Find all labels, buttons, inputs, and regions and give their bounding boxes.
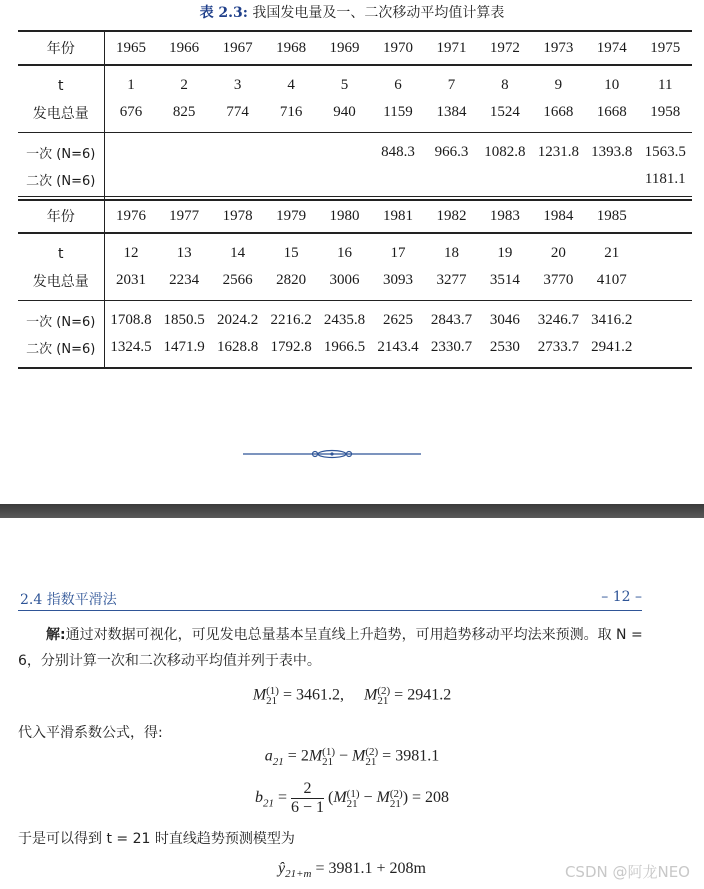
table-cell	[264, 133, 317, 167]
table-cell	[639, 334, 692, 368]
table-cell: 1985	[585, 198, 638, 233]
table-cell: 2330.7	[425, 334, 478, 368]
table-cell: 13	[176, 245, 192, 261]
table-row	[18, 65, 692, 99]
table-cell: 1231.8	[532, 133, 585, 167]
table-cell	[425, 166, 478, 200]
table-cell: 1393.8	[585, 133, 638, 167]
table-cell	[585, 166, 638, 200]
table-cell: 1982	[425, 198, 478, 233]
caption-text: 我国发电量及一、二次移动平均值计算表	[252, 5, 505, 21]
eq2-value: 3981.1	[395, 747, 440, 765]
table-cell	[104, 166, 157, 200]
paragraph-substitute: 代入平滑系数公式，得:	[18, 725, 163, 741]
table-cell: 18	[443, 245, 459, 261]
table-1-body	[18, 31, 692, 200]
table-cell: 1850.5	[157, 301, 210, 335]
table-cell: 676	[119, 104, 143, 120]
page-separator	[0, 504, 704, 518]
table-cell: 21	[604, 245, 620, 261]
table-cell: 10	[604, 77, 620, 93]
table-cell: 3770	[543, 272, 574, 288]
table-row	[18, 267, 692, 301]
table-cell: 2530	[478, 334, 531, 368]
table-cell: 14	[230, 245, 246, 261]
table-cell: 2024.2	[211, 301, 264, 335]
equation-b21: $b_{21}$ = $\frac{2}{6 - 1}$ (M (1) 21 − M (2) 21 ) = 208	[254, 780, 450, 816]
table-cell	[211, 166, 264, 200]
table-cell: 3006	[329, 272, 360, 288]
table-cell: 2566	[222, 272, 253, 288]
table-cell: 12	[123, 245, 139, 261]
section-title: 2.4 指数平滑法	[20, 592, 117, 608]
table-cell: 2031	[115, 272, 146, 288]
table-cell: 1980	[318, 198, 371, 233]
table-cell	[478, 166, 531, 200]
row-label: t	[18, 65, 104, 99]
eq3-value: 208	[425, 789, 450, 807]
table-cell: 1708.8	[104, 301, 157, 335]
table-cell: 1628.8	[211, 334, 264, 368]
table-cell	[532, 166, 585, 200]
table-cell: 1978	[211, 198, 264, 233]
table-cell: 3046	[478, 301, 531, 335]
section-header	[18, 588, 642, 611]
table-cell: 3514	[489, 272, 520, 288]
table-cell	[211, 133, 264, 167]
data-table-2	[18, 196, 692, 369]
table-cell: 1979	[264, 198, 317, 233]
table-row	[18, 166, 692, 200]
table-cell: 1524	[489, 104, 520, 120]
table-cell: 1792.8	[264, 334, 317, 368]
table-cell: 1958	[650, 104, 681, 120]
table-cell: 1975	[639, 31, 692, 65]
table-cell: 774	[226, 104, 249, 120]
table-cell: 2843.7	[425, 301, 478, 335]
table-cell	[639, 267, 692, 301]
equation-m21: M (1) 21 = 3461.2, M (2) 21 = 2941.2	[252, 685, 452, 707]
table-cell: 1970	[371, 31, 424, 65]
table-cell	[371, 166, 424, 200]
row-label: 发电总量	[18, 99, 104, 133]
table-cell: 1981	[371, 198, 424, 233]
table-cell: 2625	[371, 301, 424, 335]
table-cell: 1	[127, 77, 135, 93]
table-cell: 2941.2	[585, 334, 638, 368]
eq4-rhs: 3981.1 + 208m	[328, 860, 426, 877]
table-caption	[0, 2, 704, 22]
table-row	[18, 233, 692, 267]
table-cell	[639, 198, 692, 233]
caption-prefix: 表 2.3:	[199, 5, 248, 21]
table-cell: 1968	[264, 31, 317, 65]
table-cell: 1563.5	[639, 133, 692, 167]
table-cell: 1668	[596, 104, 627, 120]
table-cell: 1966.5	[318, 334, 371, 368]
equation-a21: $a_{21} = 2M$ (1) 21 − M (2) 21 = 3981.1	[264, 746, 440, 768]
page-number: – 12 –	[601, 589, 642, 605]
table-cell	[157, 166, 210, 200]
table-cell: 1181.1	[639, 166, 692, 200]
table-cell: 2435.8	[318, 301, 371, 335]
table-cell: 1969	[318, 31, 371, 65]
table-cell	[639, 233, 692, 267]
row-label: 二次 (N=6)	[18, 166, 104, 200]
table-cell: 11	[658, 77, 673, 93]
table-cell	[104, 133, 157, 167]
table-cell: 1976	[104, 198, 157, 233]
table-cell: 9	[554, 77, 563, 93]
row-label: 一次 (N=6)	[18, 301, 104, 335]
paragraph-model: 于是可以得到 t = 21 时直线趋势预测模型为	[18, 831, 295, 847]
table-cell: 1082.8	[478, 133, 531, 167]
table-cell: 3	[233, 77, 242, 93]
table-cell: 17	[390, 245, 406, 261]
row-label: 年份	[18, 198, 104, 233]
table-cell: 1972	[478, 31, 531, 65]
table-cell: 1471.9	[157, 334, 210, 368]
table-cell: 1983	[478, 198, 531, 233]
table-cell: 966.3	[425, 133, 478, 167]
table-row	[18, 133, 692, 167]
table-cell: 848.3	[371, 133, 424, 167]
watermark: CSDN @阿龙NEO	[564, 863, 690, 881]
table-row	[18, 198, 692, 233]
table-row	[18, 99, 692, 133]
table-cell: 716	[279, 104, 303, 120]
table-cell: 1966	[157, 31, 210, 65]
table-cell: 7	[447, 77, 456, 93]
table-cell: 1973	[532, 31, 585, 65]
table-cell: 2216.2	[264, 301, 317, 335]
table-cell: 1965	[104, 31, 157, 65]
table-cell: 1974	[585, 31, 638, 65]
table-cell: 15	[283, 245, 299, 261]
table-cell: 3246.7	[532, 301, 585, 335]
row-label: 发电总量	[18, 267, 104, 301]
paragraph-solution	[18, 622, 648, 674]
table-cell: 3093	[382, 272, 413, 288]
table-cell: 19	[497, 245, 513, 261]
table-cell	[264, 166, 317, 200]
row-label: t	[18, 233, 104, 267]
eq3-denominator: 6 − 1	[290, 799, 325, 816]
page-bottom	[0, 518, 704, 889]
table-cell	[318, 133, 371, 167]
table-cell: 2143.4	[371, 334, 424, 368]
table-cell: 1967	[211, 31, 264, 65]
table-cell	[318, 166, 371, 200]
solution-label: 解:	[46, 627, 66, 643]
table-cell: 3277	[436, 272, 467, 288]
eq3-numerator: 2	[291, 780, 324, 799]
row-label: 一次 (N=6)	[18, 133, 104, 167]
table-cell: 8	[501, 77, 509, 93]
eq1-m2-value: 2941.2	[407, 686, 452, 704]
table-cell: 4	[287, 77, 295, 93]
table-2-body	[18, 198, 692, 368]
table-cell: 6	[394, 77, 402, 93]
table-cell	[157, 133, 210, 167]
table-cell: 5	[340, 77, 349, 93]
table-cell: 4107	[596, 272, 627, 288]
equation-forecast: $ŷ_{21+m} = 3981.1 + 208m$	[278, 860, 426, 881]
table-cell: 16	[337, 245, 353, 261]
table-cell: 2234	[169, 272, 200, 288]
table-cell: 1324.5	[104, 334, 157, 368]
row-label: 年份	[18, 31, 104, 65]
row-label: 二次 (N=6)	[18, 334, 104, 368]
table-cell: 2820	[276, 272, 307, 288]
table-cell: 3416.2	[585, 301, 638, 335]
table-cell: 1159	[383, 104, 413, 120]
table-cell: 2733.7	[532, 334, 585, 368]
table-cell: 1668	[543, 104, 574, 120]
table-cell: 1977	[157, 198, 210, 233]
table-cell: 20	[550, 245, 566, 261]
table-row	[18, 31, 692, 65]
eq1-m1-value: 3461.2	[296, 686, 340, 704]
table-cell: 1971	[425, 31, 478, 65]
table-cell: 1384	[436, 104, 467, 120]
table-cell: 1984	[532, 198, 585, 233]
table-cell	[639, 301, 692, 335]
table-cell: 2	[180, 77, 188, 93]
data-table-1	[18, 30, 692, 201]
table-row	[18, 334, 692, 368]
table-row	[18, 301, 692, 335]
table-cell: 825	[172, 104, 196, 120]
table-cell: 940	[333, 104, 356, 120]
solution-text: 通过对数据可视化，可见发电总量基本呈直线上升趋势，可用趋势移动平均法来预测。取 N = 6，分别计算一次和二次移动平均值并列于表中。	[18, 627, 643, 669]
ornament-divider-icon	[243, 447, 421, 461]
